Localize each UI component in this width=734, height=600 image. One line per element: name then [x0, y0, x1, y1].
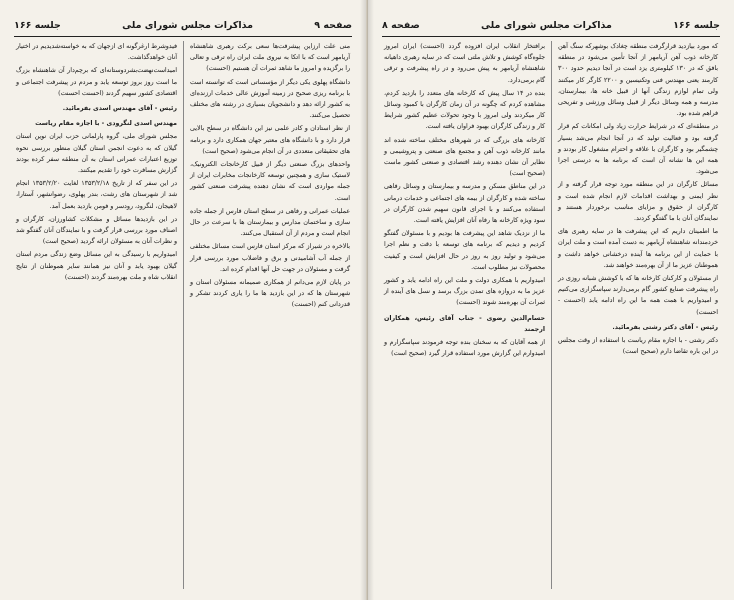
paragraph: برافتخار انقلاب ایران افزوده گردد (احسنت) ایران امروز جلوه‌گاه کوشش و تلاش ملتی است که در سایه رهبری داهیانه شاهنشاه آریامهر به پیش می‌رود و در راه پیشرفت و ترقی گام برمی‌دارد. — [384, 43, 545, 84]
speaker-line: حسام‌الدین رضوی - جناب آقای رئیس، همکاران ارجمند — [384, 314, 545, 333]
speaker-line: رئیس - آقای مهندس اسدی بفرمائید. — [62, 105, 177, 113]
paragraph: منی علت ارزاین پیشرفت‌ها سعی برکت رهبری شاهنشاه آریامهر است که با اتکا به نیروی ملت ایران راه ترقی و تعالی را برگزیده و امروز ما شاهد ثمرات آن هستیم (احسنت) — [190, 43, 350, 73]
page-number: صفحه ۸ — [382, 19, 420, 31]
publication-title: مذاکرات مجلس شورای ملی — [122, 19, 254, 31]
column-right — [183, 41, 356, 589]
paragraph: بنده در ۱۴ سال پیش که کارخانه های متعدد را بازدید کردم، مشاهده کردم که چگونه در آن زمان کارگران با کمبود وسائل کار میکردند ولی امروز با وجود تحولات عظیم کشور شرایط کار و زندگی کارگران بهبود فراوان یافته است. — [384, 89, 545, 131]
text-columns — [10, 41, 356, 589]
paragraph: واحدهای بزرگ صنعتی دیگر از قبیل کارخانجات الکترونیک، لاستیک سازی و همچنین توسعه کارخانجات مخابرات ایران از جمله مواردی است که نشان دهنده پیشرفت صنعتی کشور است. — [190, 161, 350, 202]
paragraph: امیدواریم با همکاری دولت و ملت این راه ادامه یابد و کشور عزیز ما به دروازه های تمدن بزرگ برسد و نسل های آینده از ثمرات آن بهره‌مند شوند (احسنت) — [384, 277, 545, 307]
paragraph: عملیات عمرانی و رفاهی در سطح استان فارس از جمله جاده سازی و ساختمان مدارس و بیمارستان ها با سرعت در حال انجام است و مردم از آن استقبال می‌کنند. — [190, 207, 350, 238]
paragraph: در پایان لازم می‌دانم از همکاری صمیمانه مسئولان استان و شهرستان ها که در این بازدید ها ما را یاری کردند تشکر و قدردانی کنم (احسنت) — [190, 279, 350, 309]
paragraph: مسائل کارگران در این منطقه مورد توجه قرار گرفته و از نظر ایمنی و بهداشت اقدامات لازم انجام شده است و کارگران از حقوق و مزایای مناسب برخوردار هستند و نمایندگان آنان با ما گفتگو کردند. — [558, 181, 718, 223]
paragraph: مجلس شورای ملی، گروه پارلمانی حزب ایران نوین استان گیلان که به دعوت انجمن استان گیلان منظور بررسی نحوه توزیع اعتبارات عمرانی استان به آن منطقه سفر کرده بودند گزارش مسافرت خود را تقدیم میکنند. — [16, 133, 177, 175]
gutter-shadow — [360, 0, 366, 600]
text-columns — [378, 41, 724, 589]
gutter-shadow — [368, 0, 374, 600]
session-number: جلسه ۱۶۶ — [673, 19, 720, 31]
paragraph: ما اطمینان داریم که این پیشرفت ها در سایه رهبری های خردمندانه شاهنشاه آریامهر به دست آمده است و ملت ایران با حمایت از این برنامه ها آینده درخشانی خواهد داشت و هموطنان عزیز ما از آن بهره‌مند خواهند شد. — [558, 228, 718, 269]
paragraph: از همه آقایان که به سخنان بنده توجه فرمودند سپاسگزارم و امیدوارم این گزارش مورد استفاده قرار گیرد (صحیح است) — [384, 339, 545, 358]
page-header — [14, 14, 352, 37]
paragraph: دکتر رشتی - با اجازه مقام ریاست با استفاده از وقت مجلس در این باره تقاضا دارم (صحیح است) — [558, 337, 718, 356]
speaker-line: مهندس اسدی لنگرودی - با اجازه مقام ریاست — [35, 120, 177, 128]
paragraph: در این سفر که از تاریخ ۱۳۵۳/۲/۱۸ لغایت ۱۳۵۳/۲/۲۰ انجام شد از شهرستان های رشت، بندر پهلوی، رضوانشهر، آستارا، لاهیجان، لنگرود، رودسر و فومن بازدید بعمل آمد. — [16, 180, 177, 210]
column-left — [378, 41, 551, 589]
page-number: صفحه ۹ — [314, 19, 352, 31]
paragraph: امیدواریم با رسیدگی به این مسائل وضع زندگی مردم استان گیلان بهبود یابد و آنان نیز همانند سایر هموطنان از نتایج انقلاب شاه و ملت بهره‌مند گردند (احسنت) — [16, 251, 177, 281]
publication-title: مذاکرات مجلس شورای ملی — [480, 19, 612, 31]
paragraph: از مسئولان و کارکنان کارخانه ها که با کوشش شبانه روزی در راه پیشرفت صنایع کشور گام برمی‌دارند سپاسگزاری می‌کنیم و امیدواریم با همت همه ما این راه ادامه یابد (احسنت - احسنت) — [558, 275, 718, 316]
paragraph: بالاخره در شیراز که مرکز استان فارس است مسائل مختلفی از جمله آب آشامیدنی و برق و فاضلاب مورد بررسی قرار گرفت و مسئولان در جهت حل آنها اقدام کرده اند. — [190, 243, 350, 273]
paragraph: امیداست‌نهضت‌بشردوستانه‌ای که برچم‌دار آن شاهنشاه بزرگ ما است روز بروز توسعه یابد و مردم در پیشرفت اجتماعی و اقتصادی کشور سهیم گردند (احسنت احسنت) — [16, 67, 177, 97]
paragraph: دانشگاه پهلوی یکی دیگر از مؤسساتی است که توانسته است با برنامه ریزی صحیح در زمینه آموزش عالی خدمات ارزنده‌ای به کشور ارائه دهد و دانشجویان بسیاری در رشته های مختلف تحصیل می‌کنند. — [190, 78, 350, 120]
column-left — [10, 41, 183, 589]
paragraph: ما از نزدیک شاهد این پیشرفت ها بودیم و با مسئولان گفتگو کردیم و دیدیم که برنامه های توسعه با دقت و نظم اجرا می‌شود و تولید روز به روز در حال افزایش است و کیفیت محصولات نیز مطلوب است. — [384, 230, 545, 271]
paragraph: از نظر استادان و کادر علمی نیز این دانشگاه در سطح بالایی قرار دارد و با دانشگاه های معتبر جهان همکاری دارد و برنامه های تحقیقاتی متعددی در آن انجام می‌شود (صحیح است) — [190, 125, 350, 155]
session-number: جلسه ۱۶۶ — [14, 19, 61, 31]
paragraph: در منطقه‌ای که در شرایط حرارت زیاد ولی امکانات کم قرار گرفته بود و فعالیت تولید که در آنجا انجام می‌شد بسیار چشمگیر بود و کارگران با علاقه و احترام مشغول کار بودند و همه این ها نشانه آن است که برنامه ها به درستی اجرا می‌شود. — [558, 123, 718, 176]
paragraph: در این بازدیدها مسائل و مشکلات کشاورزان، کارگران و اصناف مورد بررسی قرار گرفت و با نمایندگان آنان گفتگو شد و نظرات آنان به مسئولان ارائه گردید (صحیح است) — [16, 215, 177, 246]
paragraph: کارخانه های بزرگی که در شهرهای مختلف ساخته شده اند مانند کارخانه ذوب آهن و مجتمع های صنعتی و پتروشیمی و نظایر آن نشان دهنده رشد اقتصادی و صنعتی کشور ماست (صحیح است) — [384, 136, 545, 178]
column-right — [551, 41, 724, 589]
speaker-line: رئیس - آقای دکتر رشتی بفرمائید. — [612, 323, 718, 331]
paragraph: در این مناطق مسکن و مدرسه و بیمارستان و وسائل رفاهی ساخته شده و کارگران از بیمه های اجتماعی و خدمات درمانی استفاده می‌کنند و با اجرای قانون سهیم شدن کارگران در سود ویژه کارخانه ها رفاه آنان افزایش یافته است. — [384, 183, 545, 225]
paragraph: که مورد بیازدید قرارگرفت منطقه چغادک بوشهرکه سنگ آهن کارخانه ذوب آهن آریامهر از آنجا تأمین می‌شود در منطقه بافق که در ۱۳۰ کیلومتری یزد است در آنجا دیدیم حدود ۳۰۰ کارمند یعنی مهندس فنی وتکنیسین و ۲۲۰۰ کارگر کار میکنند ولی تمام لوازم زندگی آنها از قبیل خانه ها، بیمارستان، مدرسه و همه وسائل دیگر از قبیل وسائل ورزشی و تفریحی فراهم شده بود. — [558, 43, 719, 118]
page-header — [382, 14, 720, 37]
page-8 — [367, 0, 734, 600]
paragraph: فیدوشرط ارغرگونه ای ازجهان که به خواسته‌شدیدیم در اختیار آنان خواهدگذاشت. — [16, 43, 177, 62]
